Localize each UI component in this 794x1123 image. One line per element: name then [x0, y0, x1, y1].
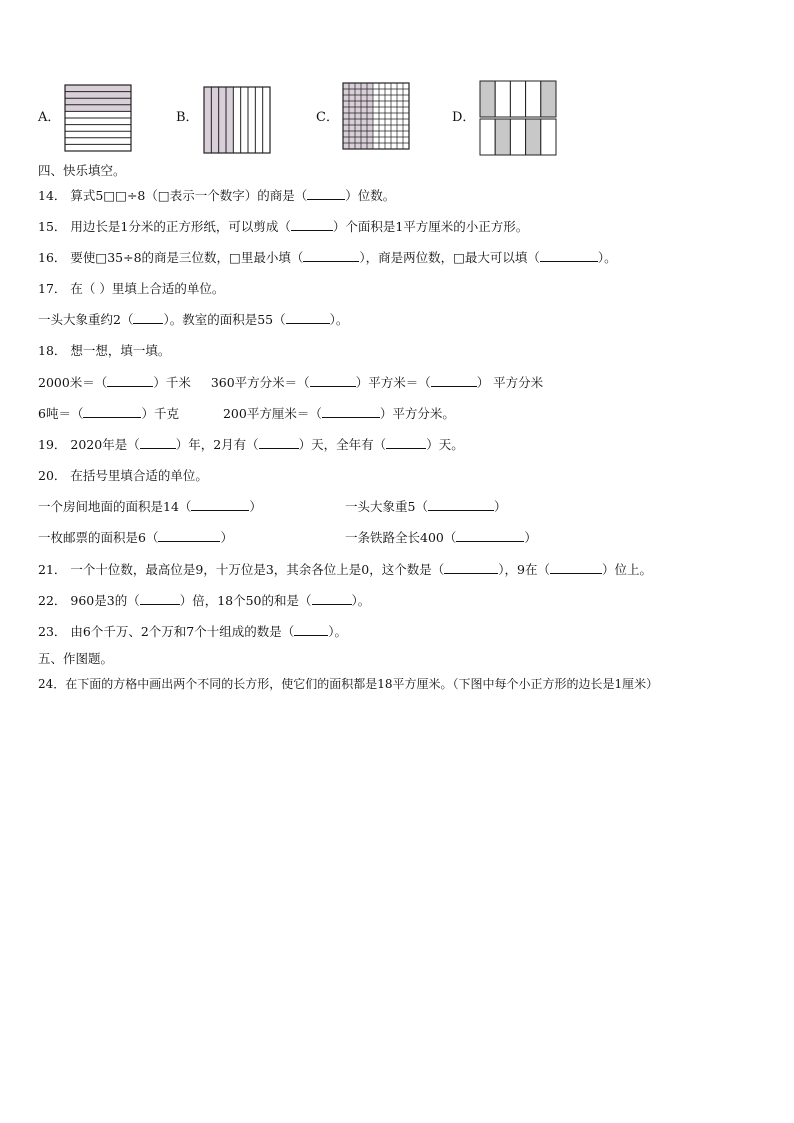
cell — [526, 81, 541, 117]
shaded-cell — [526, 119, 541, 155]
option-d-label: D． — [452, 110, 476, 125]
shaded-cell — [495, 119, 510, 155]
question-19: 19． 2020年是（ ）年，2月有（ ）天，全年有（ ）天。 — [38, 437, 464, 452]
question-22: 22． 960是3的（ ）倍，18个50的和是（ ）。 — [38, 593, 371, 608]
question-17-blanks: 一头大象重约2（ ）。教室的面积是55（ ）。 — [38, 312, 349, 327]
cell — [495, 81, 510, 117]
shaded-cell — [480, 81, 495, 117]
question-14: 14． 算式5□□÷8（□表示一个数字）的商是（ ）位数。 — [38, 188, 396, 203]
cell — [510, 81, 525, 117]
question-18-line-2: 6吨＝（ ）千克 200平方厘米＝（ ）平方分米。 — [38, 406, 455, 421]
cell — [480, 119, 495, 155]
option-b-label: B． — [176, 110, 199, 125]
shaded-region — [343, 83, 373, 149]
option-a-figure — [64, 84, 132, 152]
section-four-heading: 四、快乐填空。 — [38, 163, 126, 178]
question-21: 21． 一个十位数，最高位是9，十万位是3，其余各位上是0，这个数是（ ），9在（ ）位上。 — [38, 562, 652, 577]
option-d-figure — [479, 80, 557, 156]
question-16: 16． 要使□35÷8的商是三位数，□里最小填（ ），商是两位数，□最大可以填（ ）。 — [38, 250, 617, 265]
option-a-label: A． — [38, 110, 61, 125]
question-23: 23． 由6个千万、2个万和7个十组成的数是（ ）。 — [38, 624, 348, 639]
question-20-line-1-right: 一头大象重5（ ） — [345, 499, 507, 514]
question-17: 17． 在（ ）里填上合适的单位。 — [38, 281, 225, 296]
question-20-line-2-right: 一条铁路全长400（ ） — [345, 530, 537, 545]
section-five-heading: 五、作图题。 — [38, 651, 114, 666]
cell — [541, 119, 556, 155]
option-c-figure — [342, 82, 412, 150]
question-18: 18． 想一想，填一填。 — [38, 343, 171, 358]
question-20-line-2: 一枚邮票的面积是6（ ） — [38, 530, 233, 545]
question-20-line-1: 一个房间地面的面积是14（ ） — [38, 499, 262, 514]
shaded-cell — [541, 81, 556, 117]
question-15: 15． 用边长是1分米的正方形纸，可以剪成（ ）个面积是1平方厘米的小正方形。 — [38, 219, 529, 234]
cell — [510, 119, 525, 155]
option-c-label: C． — [316, 110, 339, 125]
question-18-line-1: 2000米＝（ ）千米 360平方分米＝（ ）平方米＝（ ） 平方分米 — [38, 375, 544, 390]
question-20: 20． 在括号里填合适的单位。 — [38, 468, 208, 483]
option-b-figure — [203, 86, 271, 154]
question-24: 24．在下面的方格中画出两个不同的长方形，使它们的面积都是18平方厘米。（下图中每个小正方形的边长是1厘米） — [38, 677, 659, 691]
